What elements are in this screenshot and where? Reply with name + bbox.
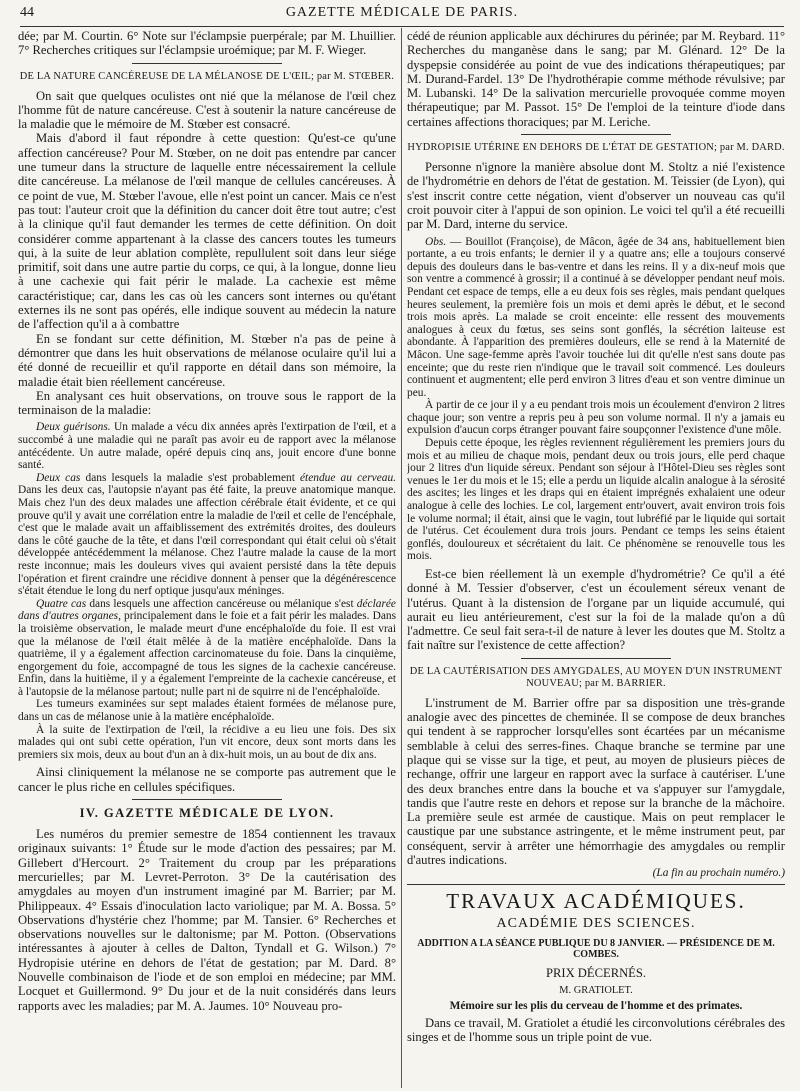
case-lead: Deux guérisons. — [36, 421, 111, 434]
page-header — [20, 2, 784, 27]
separator — [521, 658, 671, 659]
case-text: dans lesquels la maladie s'est probablement — [80, 471, 300, 484]
paragraph: En se fondant sur cette définition, M. Stœber n'a pas de peine à démontrer que dans les huit observations de mélanose oculaire qu'il lui a été donné de recueillir et qu'il rapporte en détail dans son mémoire, la maladie était bien réellement cancéreuse. — [18, 331, 396, 389]
case-emphasis: déclarée dans d'autres organes, — [18, 597, 396, 623]
page-number: 44 — [20, 5, 34, 20]
section-title-lyon: IV. GAZETTE MÉDICALE DE LYON. — [79, 806, 335, 821]
separator — [521, 134, 671, 135]
observation-lead: Obs. — [425, 235, 447, 248]
case-text: principalement dans le foie et a fait périr les malades. Dans la troisième observation, le malade meurt d'une encéphaloïde du foie. Il est vrai que la mélanose de l'œil était mêlée à de la matière encéphaloïde. Dans la quatrième, il y a également affection carcinomateuse du foie. Dans la cinquième, engorgement du foie, accompagné de tous les signes de la cachexie cancéreuse. Enfin, dans la huitième, il y a également l'empreinte de la cachexie cancéreuse, et à l'autopsie de la mélanose partout; nulle part ni de squirre ni de l'encéphaloïde. — [18, 610, 396, 698]
prix-heading: PRIX DÉCERNÉS. — [545, 965, 647, 980]
intro-continuation: dée; par M. Courtin. 6° Note sur l'éclampsie puerpérale; par M. Lhuillier. 7° Recherches critiques sur l'éclampsie uroémique; par M. F. Wieger. — [18, 29, 396, 58]
heading-cauterisation: DE LA CAUTÉRISATION DES AMYGDALES, AU MOYEN D'UN INSTRUMENT NOUVEAU; par M. BARRIER. — [409, 665, 783, 689]
left-column — [18, 29, 396, 1089]
paragraph: Dans ce travail, M. Gratiolet a étudié les circonvolutions cérébrales des singes et de l'homme sous un triple point de vue. — [407, 1015, 785, 1045]
journal-title: GAZETTE MÉDICALE DE PARIS. — [285, 5, 519, 20]
case-paragraph: Les tumeurs examinées sur sept malades étaient formées de mélanose pure, dans un cas de mélanose unie à la matière encéphaloïde. — [18, 698, 396, 724]
right-column — [407, 29, 785, 1089]
observation-paragraph: Depuis cette époque, les règles reviennent régulièrement les premiers jours du mois et au milieu de chaque mois, pendant deux ou trois jours, elle perd chaque jour 2 litres d'un liquide séreux. Pendant son séjour à l'Hôtel-Dieu ses règles sont venues le 1er du mois et le 15; elle a perdu un liquide alcalin analogue à la sérosité des ascites; les linges et les draps qui en étaient imprégnés exhalaient une odeur analogue à celle des lochies. Le col, largement entr'ouvert, avait environ trois fois le volume normal; il était, ainsi que le vagin, tout lubréfié par le liquide qui sortait de l'utérus. Cet écoulement dura trois jours. Pendant ce temps les seins étaient gonflés, douloureux et sécrétaient du lait. Ce phénomène se renouvelle tous les mois. — [407, 437, 785, 563]
column-divider — [401, 28, 402, 1088]
travaux-heading: TRAVAUX ACADÉMIQUES. — [446, 888, 746, 913]
continued-note: (La fin au prochain numéro.) — [652, 867, 785, 880]
section-rule — [407, 884, 785, 885]
paragraph: Ainsi cliniquement la mélanose ne se comporte pas autrement que le cancer le plus riche en cellules spécifiques. — [18, 765, 396, 794]
list-continuation: cédé de réunion applicable aux déchirures du périnée; par M. Reybard. 11° Recherches du manganèse dans le sang; par M. Glénard. 12° De la dyspepsie considérée au point de vue des indications thérapeutiques; par M. Durand-Fardel. 13° De l'hydrothérapie comme méthode révulsive; par M. Lubanski. 14° De la salivation mercurielle provoquée comme moyen thérapeutique; par M. Passot. 15° De l'emploi de la teinture d'iode dans certaines affections thoraciques; par M. Leriche. — [407, 29, 785, 129]
academie-heading: ACADÉMIE DES SCIENCES. — [496, 915, 696, 931]
case-paragraph — [18, 598, 396, 699]
case-paragraph — [18, 421, 396, 471]
case-text: Dans les deux cas, l'autopsie n'ayant pas été faite, la preuve anatomique manque. Mais chez l'un des deux malades une affection cérébrale était évidente, et ce qui prouve qu'il y avait une corrélation entre la maladie de l'œil et celle de l'encéphale, c'est que le malade avait un affaiblissement des extrémités droites, des douleurs dans le côté gauche de la tête, et dans l'œil correspondant qui était celui où s'était développée antécédemment la mélanose. Chez l'autre malade la cause de la mort reste inconnue; mais les douleurs vives qui avaient persisté dans la tête depuis l'opération et firent craindre une récidive donnent à penser que la dégénérescence s'était étendue le long du nerf optique jusqu'aux méninges. — [18, 484, 396, 598]
paragraph: Mais d'abord il faut répondre à cette question: Qu'est-ce qu'une affection cancéreuse? Pour M. Stœber, on ne doit pas entendre par cancer une tumeur dans la structure de laquelle entre nécessairement la cellule dite cancéreuse. La mélanose de l'œil manque de cellules cancéreuses. À ce point de vue, M. Stœber l'avoue, elle n'est point un cancer. Mais ce n'est pas tout: l'auteur croit que la définition du cancer doit être tout autre; c'est à la clinique qu'il faut demander les termes de cette définition. On doit considérer comme appartenant à la classe des cancers toutes les tumeurs qui, à la suite de leur ablation complète, repullulent soit dans leur siége primitif, soit dans une autre partie du corps, ce qui, à la longue, donne lieu à une cachexie qui fait périr le malade. La cachexie est même caractéristique; car, dans les cas où les cancers sont internes ou qu'étant externes ils ne sont pas opérés, elle indique souvent au médecin la nature de l'affection qu'il a à combattre — [18, 131, 396, 332]
observation-paragraph: À partir de ce jour il y a eu pendant trois mois un écoulement d'environ 2 litres chaque jour; son ventre a repris peu à peu son volume normal. Il n'y a jamais eu expulsion d'aucun corps étranger pouvant faire soupçonner l'existence d'une môle. — [407, 399, 785, 437]
case-text: Un malade a vécu dix années après l'extirpation de l'œil, et a succombé à une maladie qui ne paraît pas avoir eu de rapport avec la mélanose antécédente. Un autre malade, opéré depuis cinq ans, jouit encore d'une bonne santé. — [18, 421, 396, 472]
observation-paragraph — [407, 236, 785, 400]
memoire-title: Mémoire sur les plis du cerveau de l'homme et des primates. — [449, 999, 743, 1012]
case-lead: Deux cas — [36, 471, 81, 484]
case-paragraph: À la suite de l'extirpation de l'œil, la récidive a eu lieu une fois. Des six malades qui ont subi cette opération, l'un vit encore, deux sont morts dans les premiers six mois, deux au bout d'un an à dix-huit mois, un au bout de dix ans. — [18, 723, 396, 761]
case-emphasis: étendue au cerveau. — [300, 471, 396, 484]
paragraph: En analysant ces huit observations, on trouve sous le rapport de la terminaison de la maladie: — [18, 388, 396, 418]
paragraph: On sait que quelques oculistes ont nié que la mélanose de l'œil chez l'homme fût de nature cancéreuse. C'est à soutenir la nature cancéreuse de la maladie que le mémoire de M. Stœber est consacré. — [18, 88, 396, 132]
case-lead: Quatre cas — [36, 597, 87, 610]
heading-hydropisie: HYDROPISIE UTÉRINE EN DEHORS DE L'ÉTAT DE GESTATION; par M. DARD. — [407, 142, 785, 154]
paragraph: Les numéros du premier semestre de 1854 contiennent les travaux originaux suivants: 1° Étude sur le mode d'action des pessaires; par M. Gillebert d'Hercourt. 2° Traitement du croup par les préparations mercurielles; par M. Levret-Perroton. 3° De la cautérisation des amygdales au moyen d'un instrument imaginé par M. Barrier; par M. Philippeaux. 4° Essais d'inoculation lacto variolique; par M. A. Bossa. 5° Observations d'hystérie chez l'homme; par M. Tansier. 6° Recherches et observations nouvelles sur le daltonisme; par M. Potton. (Observations intéressantes à ajouter à celles de Dalton, Tyndall et G. Wilson.) 7° Hydropisie utérine en dehors de l'état de gestation; par M. Dard. 8° Nouvelle combinaison de l'iode et de son emploi en médecine; par MM. Locquet et Guillermond. 9° Du jour et de la nuit considérés dans leurs rapports avec les maladies; par M. A. Jaumes. 10° Nouveau pro- — [18, 827, 396, 1013]
observation-text: — Bouillot (Françoise), de Mâcon, âgée de 34 ans, habituellement bien portante, a eu trois enfants; le dernier il y a quatre ans; elle a toujours conservé depuis des douleurs dans le bas-ventre et dans les reins. Il y a dix-neuf mois que son ventre a commencé à grossir; il a continué à se développer pendant neuf mois. Pendant cet espace de temps, elle a eu deux fois ses règles, mais pendant quelques heures seulement, la première fois un mois et demi après le début, et le second trois mois après. La malade se croit enceinte: elle ressent des mouvements analogues à ceux du fœtus, ses seins sont gonflés, la sécrétion laiteuse est abondante. À l'apparition des premières douleurs, elle se rend à la Maternité de Mâcon. Une sage-femme après l'avoir touchée lui dit qu'elle n'est sans doute pas enceinte; que du reste rien n'indique que le travail soit commencé. Les douleurs continuent et augmentent; elle perd environ 3 litres d'eau et son ventre diminue un peu. — [407, 235, 785, 399]
separator — [132, 799, 282, 800]
case-paragraph — [18, 472, 396, 598]
paragraph: L'instrument de M. Barrier offre par sa disposition une très-grande analogie avec des pincettes de cheminée. Il se compose de deux branches qui tendent à se rapprocher lorsqu'elles sont écartées par un mécanisme semblable à celui des serres-fines. Chaque branche se termine par une plaque qui se visse sur la tige, et peut, au moyen de plusieurs pièces de rechange, offrir une largeur en rapport avec la surface à cautériser. L'une des deux branches entre dans la bouche et va s'appuyer sur l'amygdale, tandis que l'autre reste en dehors et repose sur la branche de la mâchoire. La première seule est armée de caustique. Mais on peut remplacer le caustique par une substance astringente, et le même instrument peut, par conséquent, servir à arrêter une hémorrhagie des amygdales ou remplir d'autres indications. — [407, 695, 785, 868]
paragraph: Est-ce bien réellement là un exemple d'hydrométrie? Ce qu'il a été donné à M. Tessier d'observer, c'est un écoulement séreux venant de l'utérus. Quant à la distension de l'organe par un liquide accumulé, qui aurait eu lieu antérieurement, c'est sur la foi de la malade qu'on a dû l'admettre. Ce seul fait sera-t-il de nature à lever les doutes que M. Stoltz a fait naître sur l'existence de cette affection? — [407, 567, 785, 653]
case-text: dans lesquels une affection cancéreuse ou mélanique s'est — [86, 597, 357, 610]
addition-line: ADDITION A LA SÉANCE PUBLIQUE DU 8 JANVIER. — PRÉSIDENCE DE M. COMBES. — [417, 937, 775, 960]
author-name: M. GRATIOLET. — [559, 984, 633, 996]
paragraph: Personne n'ignore la manière absolue dont M. Stoltz a nié l'existence de l'hydrométrie en dehors de l'état de gestation. M. Teissier (de Lyon), qui s'est inscrit contre cette négation, vient d'observer un nouveau cas qu'il croit pouvoir citer à l'appui de son opinion. Le voici tel qu'il a été recueilli par M. Dard, interne du service. — [407, 160, 785, 232]
separator — [132, 63, 282, 64]
heading-melanose: DE LA NATURE CANCÉREUSE DE LA MÉLANOSE DE L'ŒIL; par M. STŒBER. — [19, 70, 395, 82]
